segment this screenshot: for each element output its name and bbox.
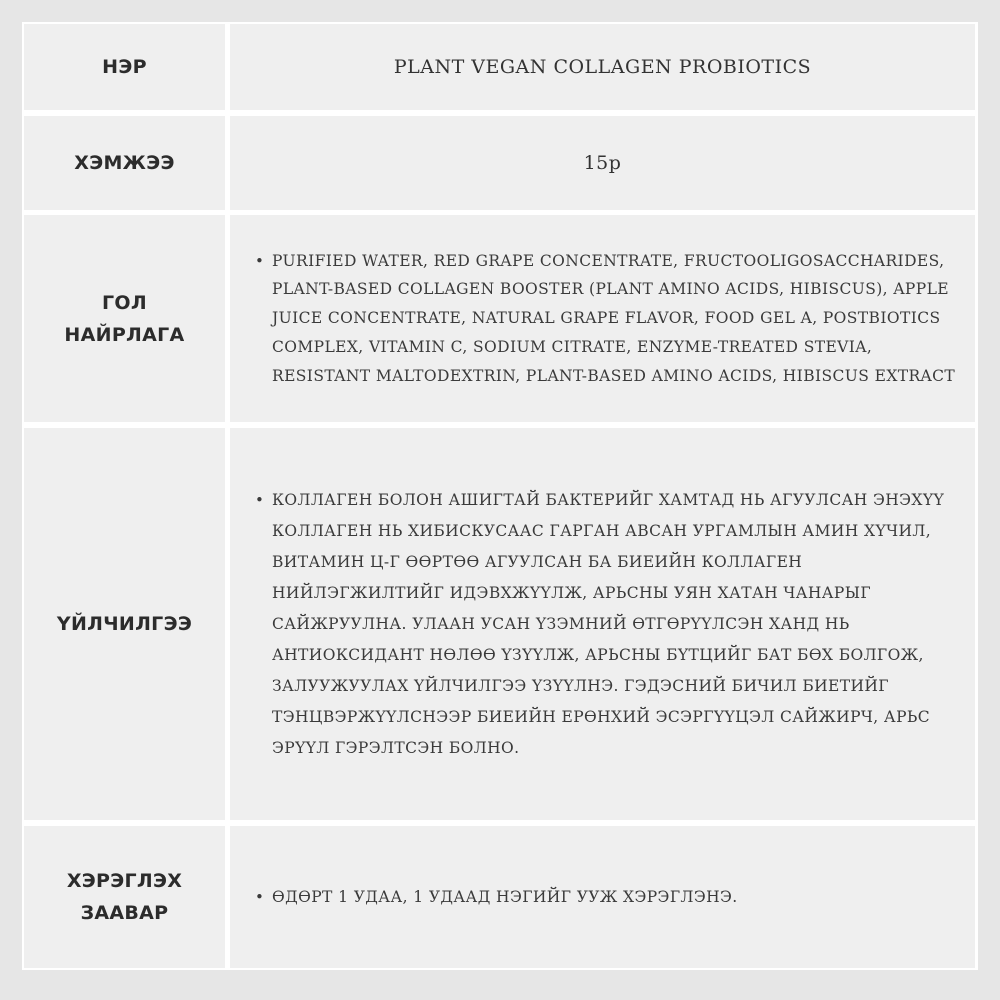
row-label-effects: ҮЙЛЧИЛГЭЭ — [56, 613, 193, 635]
value-cell-ingredients — [230, 215, 975, 422]
label-cell-ingredients — [24, 215, 225, 422]
value-cell-size — [230, 116, 975, 210]
ingredients-list-item — [230, 247, 975, 391]
effects-list-item — [230, 485, 975, 764]
label-cell-usage — [24, 826, 225, 968]
label-cell-name — [24, 24, 225, 110]
row-label-usage-line1: ХЭРЭГЛЭХ — [66, 870, 183, 892]
value-cell-usage — [230, 826, 975, 968]
label-cell-effects — [24, 428, 225, 820]
row-label-name: НЭР — [102, 56, 147, 78]
row-label-ingredients-line2: НАЙРЛАГА — [64, 323, 185, 346]
row-label-usage — [67, 865, 182, 929]
bullet-icon: • — [255, 490, 265, 509]
bullet-icon: • — [255, 888, 265, 906]
row-label-ingredients — [64, 287, 184, 351]
row-label-usage-line2: ЗААВАР — [80, 902, 169, 924]
product-info-table — [22, 22, 978, 970]
value-cell-name — [230, 24, 975, 110]
size-value: 15р — [583, 152, 622, 174]
table-row-ingredients — [22, 215, 978, 422]
bullet-icon: • — [255, 251, 265, 270]
table-row-effects — [22, 428, 978, 820]
value-cell-effects — [230, 428, 975, 820]
row-label-size: ХЭМЖЭЭ — [74, 152, 175, 174]
usage-text: ӨДӨРТ 1 УДАА, 1 УДААД НЭГИЙГ УУЖ ХЭРЭГЛЭНЭ. — [272, 888, 738, 906]
ingredients-text: PURIFIED WATER, RED GRAPE CONCENTRATE, FRUCTOOLIGOSACCHARIDES, PLANT-BASED COLLAGEN BOOSTER (PLANT AMINO ACIDS, HIBISCUS), APPLE JUICE CONCENTRATE, NATURAL GRAPE FLAVOR, FOOD GEL A, POSTBIOTICS COMPLEX, VITAMIN C, SODIUM CITRATE, ENZYME-TREATED STEVIA, RESISTANT MALTODEXTRIN, PLANT-BASED AMINO ACIDS, HIBISCUS EXTRACT — [272, 251, 956, 385]
table-row-usage — [22, 826, 978, 968]
table-row-size — [22, 116, 978, 210]
usage-list-item — [230, 883, 975, 911]
label-cell-size — [24, 116, 225, 210]
table-row-name — [22, 24, 978, 110]
row-label-ingredients-line1: ГОЛ — [102, 291, 147, 314]
product-name-value: PLANT VEGAN COLLAGEN PROBIOTICS — [393, 56, 812, 78]
effects-text: КОЛЛАГЕН БОЛОН АШИГТАЙ БАКТЕРИЙГ ХАМТАД НЬ АГУУЛСАН ЭНЭХҮҮ КОЛЛАГЕН НЬ ХИБИСКУСААС ГАРГАН АВСАН УРГАМЛЫН АМИН ХҮЧИЛ, ВИТАМИН Ц-Г ӨӨРТӨӨ АГУУЛСАН БА БИЕИЙН КОЛЛАГЕН НИЙЛЭГЖИЛТИЙГ ИДЭВХЖҮҮЛЖ, АРЬСНЫ УЯН ХАТАН ЧАНАРЫГ САЙЖРУУЛНА. УЛААН УСАН ҮЗЭМНИЙ ӨТГӨРҮҮЛСЭН ХАНД НЬ АНТИОКСИДАНТ НӨЛӨӨ ҮЗҮҮЛЖ, АРЬСНЫ БҮТЦИЙГ БАТ БӨХ БОЛГОЖ, ЗАЛУУЖУУЛАХ ҮЙЛЧИЛГЭЭ ҮЗҮҮЛНЭ. ГЭДЭСНИЙ БИЧИЛ БИЕТИЙГ ТЭНЦВЭРЖҮҮЛСНЭЭР БИЕИЙН ЕРӨНХИЙ ЭСЭРГҮҮЦЭЛ САЙЖИРЧ, АРЬС ЭРҮҮЛ ГЭРЭЛТСЭН БОЛНО. — [272, 490, 945, 757]
